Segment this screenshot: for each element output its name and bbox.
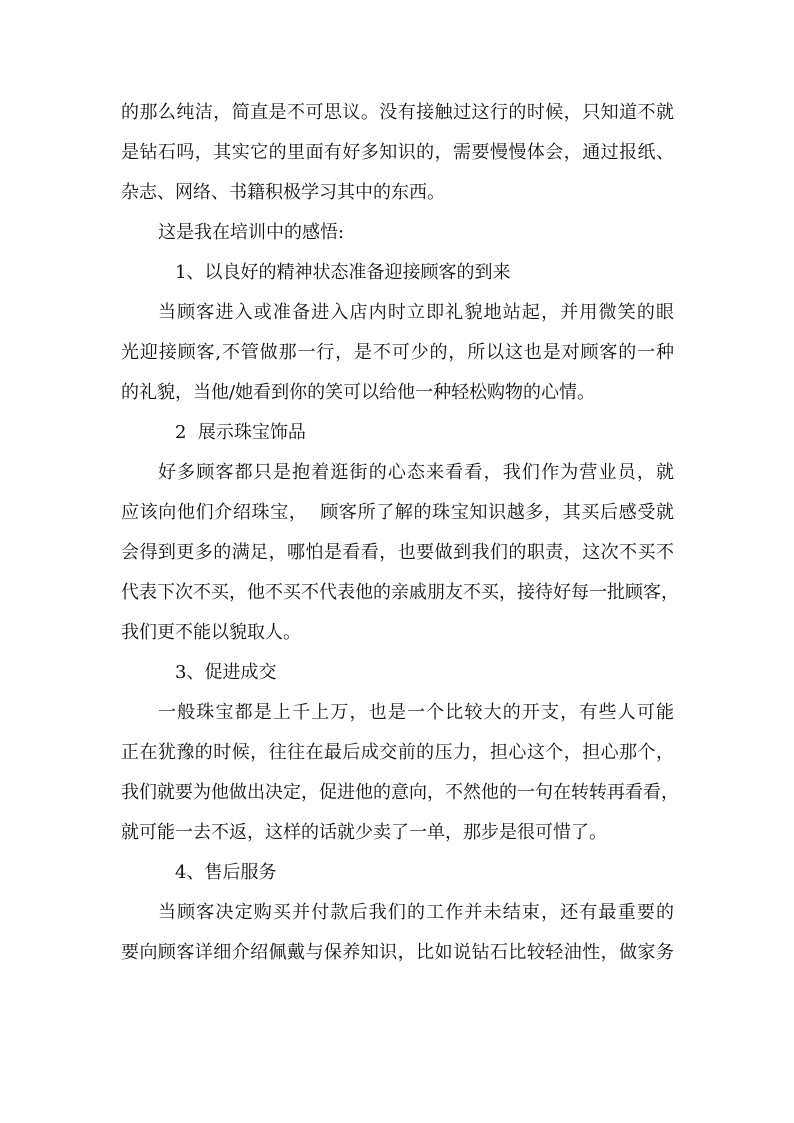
text-line: 正在犹豫的时候，往往在最后成交前的压力，担心这个，担心那个， [121,742,674,763]
text-line: 应该向他们介绍珠宝， 顾客所了解的珠宝知识越多，其买后感受就 [121,502,674,523]
document-body [121,93,679,973]
section-heading: 3、促进成交 [175,662,277,683]
text-line: 的礼貌，当他/她看到你的笑可以给他一种轻松购物的心情。 [121,382,596,403]
paragraph-section-2 [121,453,679,653]
heading-section-4 [121,853,674,893]
text-line: 这是我在培训中的感悟: [158,222,345,243]
text-line: 的那么纯洁，简直是不可思议。没有接触过这行的时候，只知道不就 [121,102,674,123]
paragraph-section-4 [121,893,674,973]
heading-section-2 [121,413,674,453]
text-line: 光迎接顾客,不管做那一行，是不可少的，所以这也是对顾客的一种 [121,342,674,363]
paragraph-intro [121,93,674,213]
text-line: 一般珠宝都是上千上万，也是一个比较大的开支，有些人可能 [158,702,674,723]
text-line: 当顾客决定购买并付款后我们的工作并未结束，还有最重要的 [158,902,674,923]
text-line: 当顾客进入或准备进入店内时立即礼貌地站起，并用微笑的眼 [158,302,674,323]
text-line: 杂志、网络、书籍积极学习其中的东西。 [121,182,445,203]
text-line: 要向顾客详细介绍佩戴与保养知识，比如说钻石比较轻油性，做家务 [121,942,674,963]
text-line: 我们就要为他做出决定，促进他的意向，不然他的一句在转转再看看， [121,782,679,803]
text-line: 代表下次不买，他不买不代表他的亲戚朋友不买，接待好每一批顾客， [121,582,679,603]
text-line: 就可能一去不返，这样的话就少卖了一单，那步是很可惜了。 [121,822,607,843]
section-heading: 2 展示珠宝饰品 [175,422,306,443]
text-line: 是钻石吗，其实它的里面有好多知识的，需要慢慢体会，通过报纸、 [121,142,674,163]
section-heading: 1、以良好的精神状态准备迎接顾客的到来 [175,262,511,283]
text-line: 好多顾客都只是抱着逛街的心态来看看，我们作为营业员，就 [158,462,674,483]
heading-section-3 [121,653,674,693]
paragraph-section-1 [121,293,674,413]
paragraph-section-3 [121,693,679,853]
heading-section-1 [121,253,674,293]
text-line: 我们更不能以貌取人。 [121,622,301,643]
section-heading: 4、售后服务 [175,862,277,883]
paragraph-insights-intro [121,213,674,253]
text-line: 会得到更多的满足，哪怕是看看，也要做到我们的职责，这次不买不 [121,542,674,563]
